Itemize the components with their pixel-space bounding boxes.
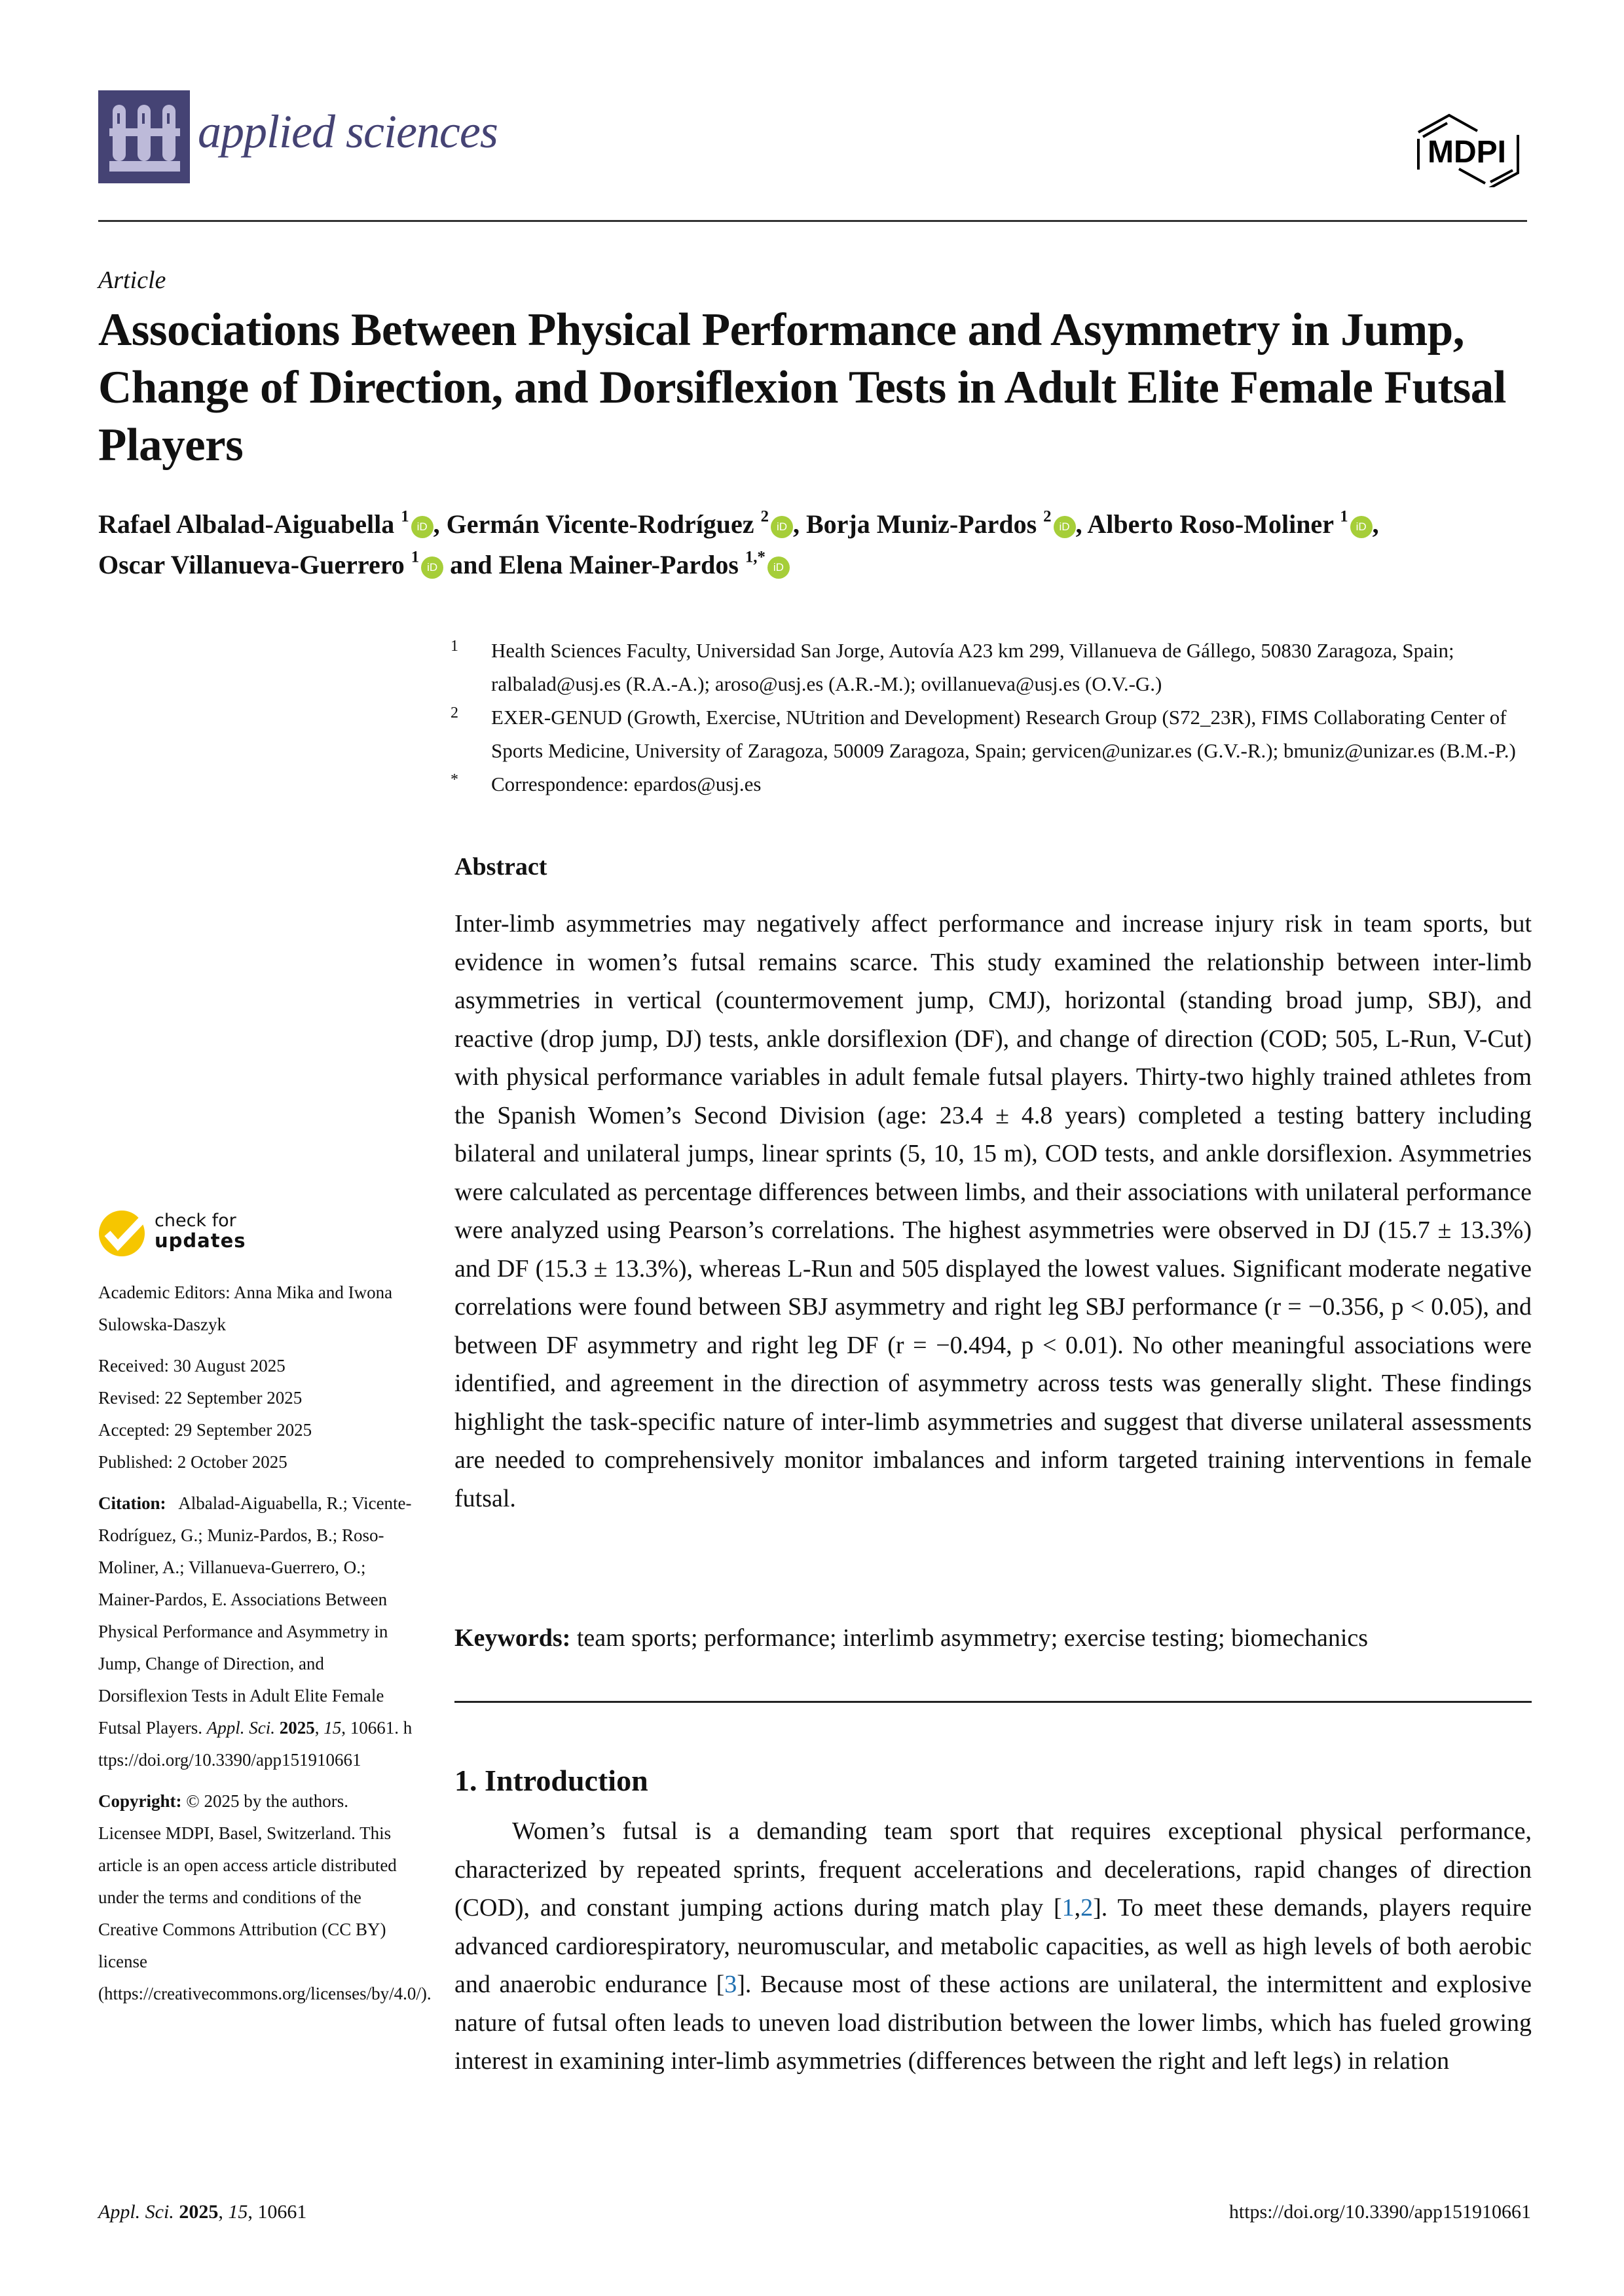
abstract-text: Inter-limb asymmetries may negatively affect performance and increase injury risk in team sports, but evidence in women’s futsal remains scarce. This study examined the relationship between inter-limb asymmetries in vertical (countermovement jump, CMJ), horizontal (standing broad jump, SBJ), and reactive (drop jump, DJ) tests, ankle dorsiflexion (DF), and change of direction (COD; 505, L-Run, V-Cut) with physical performance variables in adult female futsal players. Thirty-two highly trained athletes from the Spanish Women’s Second Division (age: 23.4 ± 4.8 years) completed a testing battery including bilateral and unilateral jumps, linear sprints (5, 10, 15 m), COD tests, and ankle dorsiflexion. Asymmetries were calculated as percentage differences between limbs, and their associations with unilateral performance were analyzed using Pearson’s correlations. The highest asymmetries were observed in DJ (15.7 ± 13.3%) and DF (15.3 ± 13.3%), whereas L-Run and 505 displayed the lowest values. Significant moderate negative correlations were found between SBJ asymmetry and right leg SBJ performance (r = −0.356, p < 0.05), and between DF asymmetry and right leg DF (r = −0.494, p < 0.01). No other meaningful associations were identified, and agreement in the direction of asymmetry across tests was generally slight. These findings highlight the task-specific nature of inter-limb asymmetries and suggest that diverse unilateral assessments are needed to comprehensively monitor imbalances and inform targeted training interventions in female futsal.	[454, 910, 1532, 1512]
keywords-text: team sports; performance; interlimb asymmetry; exercise testing; biomechanics	[576, 1624, 1369, 1652]
orcid-icon[interactable]: iD	[1350, 516, 1373, 538]
affiliation-item: 1 Health Sciences Faculty, Universidad San Jorge, Autovía A23 km 299, Villanueva de Gállego, 50830 Zaragoza, Spain; ralbalad@usj.es (R.A.-A.); aroso@usj.es (A.R.-M.); ovillanueva@usj.es (O.V.-G.)	[451, 638, 1454, 695]
article-type: Article	[98, 266, 166, 294]
received-date: Received: 30 August 2025	[98, 1356, 286, 1376]
footer-doi-link[interactable]: https://doi.org/10.3390/app151910661	[1228, 2201, 1531, 2223]
header-divider	[98, 220, 1527, 222]
orcid-icon[interactable]: iD	[1054, 516, 1076, 538]
publication-dates	[98, 1350, 413, 1478]
check-updates-icon	[98, 1210, 145, 1257]
orcid-icon[interactable]: iD	[411, 516, 434, 538]
introduction-paragraph: Women’s futsal is a demanding team sport that requires exceptional physical performance, characterized by repeated sprints, frequent accelerations and decelerations, rapid changes of direction (COD), and constant jumping actions during match play [1,2]. To meet these demands, players require advanced cardiorespiratory, neuromuscular, and metabolic capacities, as well as high levels of both aerobic and anaerobic endurance [3]. Because most of these actions are unilateral, the intermittent and explosive nature of futsal often leads to uneven load distribution between the lower limbs, which has fueled growing interest in examining inter-limb asymmetries (differences between the right and left legs) in relation	[454, 1817, 1532, 2075]
author: Germán Vicente-Rodríguez $^2$iD ,	[446, 507, 806, 539]
abstract-heading: Abstract	[454, 853, 547, 881]
orcid-icon[interactable]: iD	[771, 516, 793, 538]
section-divider	[454, 1701, 1532, 1703]
check-for-updates-button[interactable]: check for updates	[98, 1210, 255, 1262]
academic-editors: Academic Editors: Anna Mika and Iwona Sulowska-Daszyk	[98, 1283, 393, 1334]
revised-date: Revised: 22 September 2025	[98, 1388, 303, 1408]
author: Borja Muniz-Pardos $^2$iD ,	[805, 507, 1088, 539]
published-date: Published: 2 October 2025	[98, 1452, 287, 1472]
mdpi-logo-icon	[1407, 106, 1528, 187]
citation-ref-link[interactable]: 3	[724, 1971, 737, 1998]
footer-citation: Appl. Sci. 2025, 15, 10661	[98, 2201, 307, 2223]
section-heading-introduction: 1. Introduction	[454, 1764, 648, 1797]
author: Rafael Albalad-Aiguabella $^1$iD ,	[98, 507, 447, 539]
article-title: Associations Between Physical Performance and Asymmetry in Jump, Change of Direction, and Dorsiflexion Tests in Adult Elite Female Futsal Players	[98, 304, 1506, 471]
svg-text:MDPI: MDPI	[1428, 135, 1506, 170]
copyright-block: Copyright: © 2025 by the authors. Licensee MDPI, Basel, Switzerland. This article is an open access article distributed under the terms and conditions of the Creative Commons Attribution (CC BY) license (https://creativecommons.org/licenses/by/4.0/).	[98, 1791, 432, 2003]
citation-ref-link[interactable]: 2	[1080, 1894, 1094, 1922]
article-info-sidebar	[98, 1277, 432, 2019]
affiliation-item: 2 EXER-GENUD (Growth, Exercise, NUtrition and Development) Research Group (S72_23R), FIMS Collaborating Center of Sports Medicine, University of Zaragoza, 50009 Zaragoza, Spain; gervicen@unizar.es (G.V.-R.); bmuniz@unizar.es (B.M.-P.)	[451, 704, 1516, 762]
journal-logo-icon	[98, 90, 190, 183]
author: Oscar Villanueva-Guerrero $^1$iD and	[98, 548, 499, 579]
author: Alberto Roso-Moliner $^1$iD ,	[1087, 507, 1379, 539]
citation-ref-link[interactable]: 1	[1061, 1894, 1075, 1922]
keywords-label: Keywords:	[454, 1624, 571, 1652]
citation-block: Citation: Albalad-Aiguabella, R.; Vicente-Rodríguez, G.; Muniz-Pardos, B.; Roso-Moliner, A.; Villanueva-Guerrero, O.; Mainer-Pardos, E. Associations Between Physical Performance and Asymmetry in Jump, Change of Direction, and Dorsiflexion Tests in Adult Elite Female Futsal Players. Appl. Sci. 2025, 15, 10661. https://doi.org/10.3390/app151910661	[98, 1493, 413, 1770]
journal-name: applied sciences	[198, 105, 498, 158]
orcid-icon[interactable]: iD	[421, 556, 443, 579]
affiliations	[445, 634, 1545, 801]
correspondence: * Correspondence: epardos@usj.es	[451, 771, 762, 795]
keywords	[454, 1624, 1532, 1652]
citation-doi-link[interactable]: https://doi.org/10.3390/app151910661	[98, 1718, 413, 1770]
accepted-date: Accepted: 29 September 2025	[98, 1420, 312, 1440]
author: Elena Mainer-Pardos $^{1,*}$iD	[499, 550, 790, 579]
author-list	[98, 504, 1539, 585]
orcid-icon[interactable]: iD	[767, 556, 790, 579]
